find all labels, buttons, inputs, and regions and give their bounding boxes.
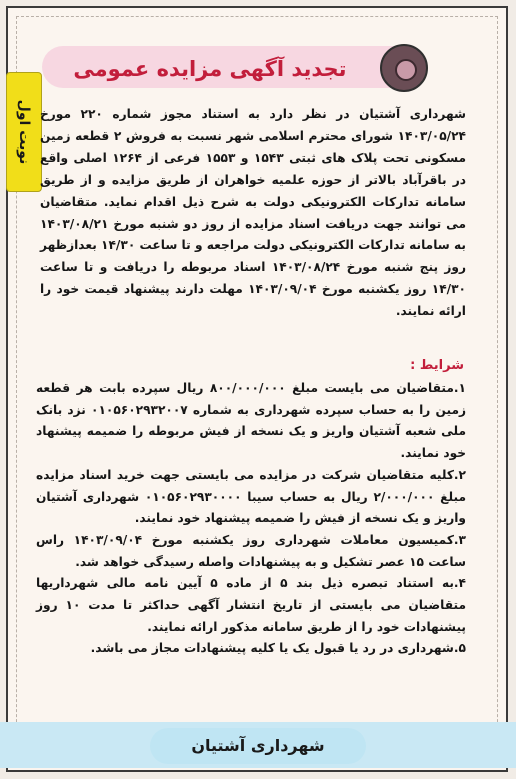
side-tab (6, 72, 42, 192)
emblem-center-icon (395, 59, 417, 81)
footer-municipality-name: شهرداری آشتیان (191, 736, 325, 755)
intro-paragraph: شهرداری آشتیان در نظر دارد به استناد مجوز شماره ۲۲۰ مورخ ۱۴۰۳/۰۵/۲۴ شورای محترم اسلامی شهر نسبت به فروش ۲ قطعه زمین مسکونی تحت پلاک های ثبتی ۱۵۴۳ و ۱۵۵۳ فرعی از ۱۲۶۴ اصلی واقع در باقرآباد بالاتر از حوزه علمیه خواهران از طریق مزایده و از طریق سامانه تدارکات الکترونیکی دولت به شرح ذیل اقدام نماید. متقاضیان می توانند جهت دریافت اسناد مزایده از روز دو شنبه مورخ ۱۴۰۳/۰۸/۲۱ به سامانه تدارکات الکترونیکی دولت مراجعه و تا ساعت ۱۴/۳۰ بعدازظهر روز پنج شنبه مورخ ۱۴۰۳/۰۸/۲۴ اسناد مربوطه را دریافت و تا ساعت ۱۴/۳۰ روز یکشنبه مورخ ۱۴۰۳/۰۹/۰۴ مهلت دارند پیشنهاد قیمت خود را ارائه نمایند. (40, 107, 467, 319)
condition-item: ۵.شهرداری در رد یا قبول یک یا کلیه پیشنهادات مجاز می باشد. (90, 641, 466, 656)
condition-item: ۴.به استناد تبصره ذیل بند ۵ از ماده ۵ آیین نامه مالی شهرداریها متقاضیان می بایستی از تاریخ انتشار آگهی حداکثر تا مدت ۱۰ روز پیشنهادات خود را از طریق سامانه مذکور ارائه نمایند. (36, 576, 466, 634)
conditions-list (36, 378, 466, 660)
condition-item: ۳.کمیسیون معاملات شهرداری روز یکشنبه مورخ ۱۴۰۳/۰۹/۰۴ راس ساعت ۱۵ عصر تشکیل و به پیشنهادات واصله رسیدگی خواهد شد. (36, 532, 466, 569)
conditions-heading: شرایط : (410, 358, 464, 373)
notice-title: تجدید آگهی مزایده عمومی (73, 57, 347, 81)
condition-item: ۱.متقاضیان می بایست مبلغ ۸۰۰/۰۰۰/۰۰۰ ریال سپرده بابت هر قطعه زمین را به حساب سپرده شهرداری به شماره ۰۱۰۵۶۰۲۹۳۲۰۰۷ نزد بانک ملی شعبه آشتیان واریز و یک نسخه از فیش مربوطه را ضمیمه پیشنهاد خود نمایند. (36, 381, 467, 461)
side-tab-label: نوبت اول (16, 99, 32, 165)
condition-item: ۲.کلیه متقاضیان شرکت در مزایده می بایستی جهت خرید اسناد مزایده مبلغ ۲/۰۰۰/۰۰۰ ریال به حساب سیبا ۰۱۰۵۶۰۲۹۳۰۰۰۰ شهرداری آشتیان واریز و یک نسخه از فیش را ضمیمه پیشنهاد خود نمایند. (36, 467, 466, 526)
municipality-emblem-icon (380, 44, 428, 92)
